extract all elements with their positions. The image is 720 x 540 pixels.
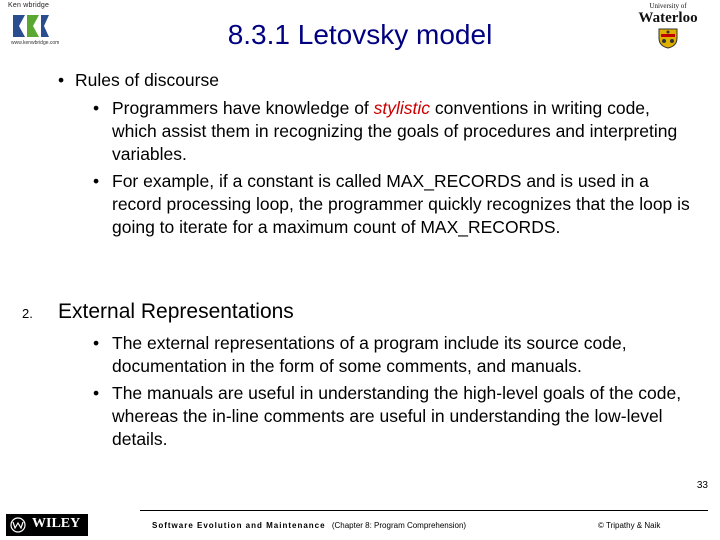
wiley-logo <box>6 514 88 536</box>
bullet-glyph: • <box>93 171 100 191</box>
waterloo-line1: University of <box>649 2 687 10</box>
wiley-wordmark: WILEY <box>32 516 81 531</box>
sub-bullet-manuals <box>93 382 693 451</box>
sub-bullet-example <box>93 170 693 239</box>
item-label: External Representations <box>58 300 294 323</box>
logo-url-text: www.kenwbridge.com <box>11 40 60 46</box>
bullet-rules-of-discourse <box>58 69 219 92</box>
sub-bullet-external-reps <box>93 332 693 378</box>
sub-bullet-text: For example, if a constant is called MAX_RECORDS and is used in a record processing loop, the programmer quickly recognizes that the loop is going to iterate for a maximum count of MAX_RECORDS. <box>112 171 690 237</box>
waterloo-crest-icon <box>657 27 679 49</box>
sub-bullet-stylistic <box>93 97 693 166</box>
bullet-glyph: • <box>58 70 65 90</box>
footer-book-info <box>152 521 466 530</box>
stylistic-highlight: stylistic <box>373 98 431 118</box>
text-after: conventions in writing code, which assist them in recognizing the goals of procedures and interpreting variables. <box>112 98 678 164</box>
sub-bullet-text <box>93 97 693 166</box>
waterloo-line2: Waterloo <box>638 10 698 26</box>
sub-bullet-text: The external representations of a program include its source code, documentation in the form of some comments, and manuals. <box>112 333 627 376</box>
waterloo-logo <box>630 2 706 46</box>
wiley-emblem-icon <box>9 517 27 533</box>
page-number: 33 <box>696 480 708 491</box>
slide-title: 8.3.1 Letovsky model <box>227 19 493 50</box>
footer-divider <box>140 510 708 511</box>
bullet-glyph: • <box>93 98 100 118</box>
logo-brand-text: Ken wbridge <box>8 2 50 9</box>
sub-bullet-text: The manuals are useful in understanding the high-level goals of the code, whereas the in-line comments are useful in understanding the low-level details. <box>112 383 682 449</box>
bullet-glyph: • <box>93 383 100 403</box>
bullet-glyph: • <box>93 333 100 353</box>
footer-chapter: (Chapter 8: Program Comprehension) <box>331 521 467 530</box>
bullet-label: Rules of discourse <box>75 70 219 90</box>
footer-book-title: Software Evolution and Maintenance <box>152 521 326 530</box>
item-number: 2. <box>22 306 33 321</box>
text-before: Programmers have knowledge of <box>112 98 374 118</box>
footer-copyright: © Tripathy & Naik <box>598 521 661 530</box>
